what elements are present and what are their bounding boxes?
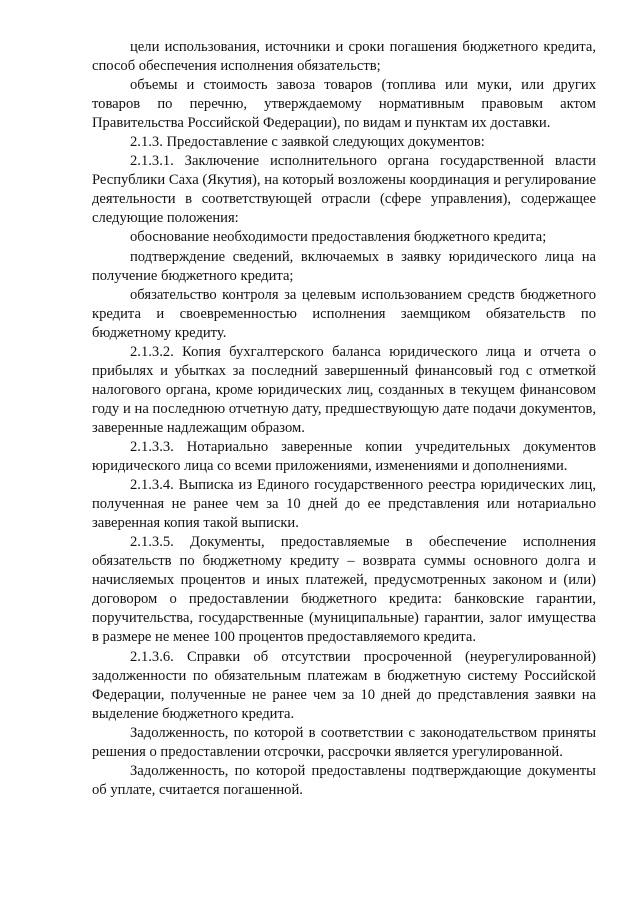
paragraph-2-1-3-6: 2.1.3.6. Справки об отсутствии просроченной (неурегулированной) задолженности по обязательным платежам в бюджетную систему Российской Федерации, полученные не ранее чем за 10 дней до представления заявки на выделение бюджетного кредита. — [92, 648, 596, 722]
paragraph-obligation: обязательство контроля за целевым использованием средств бюджетного кредита и своевременностью исполнения заемщиком обязательств по бюджетному кредиту. — [92, 286, 596, 341]
paragraph-confirmation: подтверждение сведений, включаемых в заявку юридического лица на получение бюджетного кредита; — [92, 248, 596, 284]
paragraph-justification: обоснование необходимости предоставления бюджетного кредита; — [130, 229, 547, 246]
paragraph-2-1-3-2: 2.1.3.2. Копия бухгалтерского баланса юридического лица и отчета о прибылях и убытках за последний завершенный финансовый год с отметкой налогового органа, кроме юридических лиц, созданных в текущем финансовом году и на последнюю отчетную дату, предшествующую дате подачи документов, заверенные надлежащим образом. — [92, 343, 596, 436]
paragraph-2-1-3: 2.1.3. Предоставление с заявкой следующих документов: — [130, 134, 485, 151]
paragraph-purpose: цели использования, источники и сроки погашения бюджетного кредита, способ обеспечения исполнения обязательств; — [92, 39, 596, 75]
paragraph-2-1-3-3: 2.1.3.3. Нотариально заверенные копии учредительных документов юридического лица со всеми приложениями, изменениями и дополнениями. — [92, 438, 596, 475]
paragraph-repaid-debt: Задолженность, по которой предоставлены подтверждающие документы об уплате, считается погашенной. — [92, 762, 596, 798]
paragraph-2-1-3-5: 2.1.3.5. Документы, предоставляемые в обеспечение исполнения обязательств по бюджетному кредиту – возврата суммы основного долга и начисляемых процентов и иных платежей, предусмотренных законом и (или) договором о предоставлении бюджетного кредита: банковские гарантии, поручительства, государственные (муниципальные) гарантии, залог имущества в размере не менее 100 процентов предоставляемого кредита. — [92, 534, 596, 646]
paragraph-2-1-3-4: 2.1.3.4. Выписка из Единого государственного реестра юридических лиц, полученная не ранее чем за 10 дней до ее представления или нотариально заверенная копия такой выписки. — [92, 477, 596, 532]
paragraph-2-1-3-1: 2.1.3.1. Заключение исполнительного органа государственной власти Республики Саха (Якутия), на который возложены координация и регулирование деятельности в соответствующей отрасли (сфере управления), содержащее следующие положения: — [92, 153, 596, 227]
paragraph-regulated-debt: Задолженность, по которой в соответствии с законодательством приняты решения о предоставлении отсрочки, рассрочки является урегулированной. — [92, 724, 596, 760]
paragraph-goods-volume: объемы и стоимость завоза товаров (топлива или муки, или других товаров по перечню, утверждаемому нормативным правовым актом Правительства Российской Федерации), по видам и пунктам их доставки. — [92, 77, 596, 132]
